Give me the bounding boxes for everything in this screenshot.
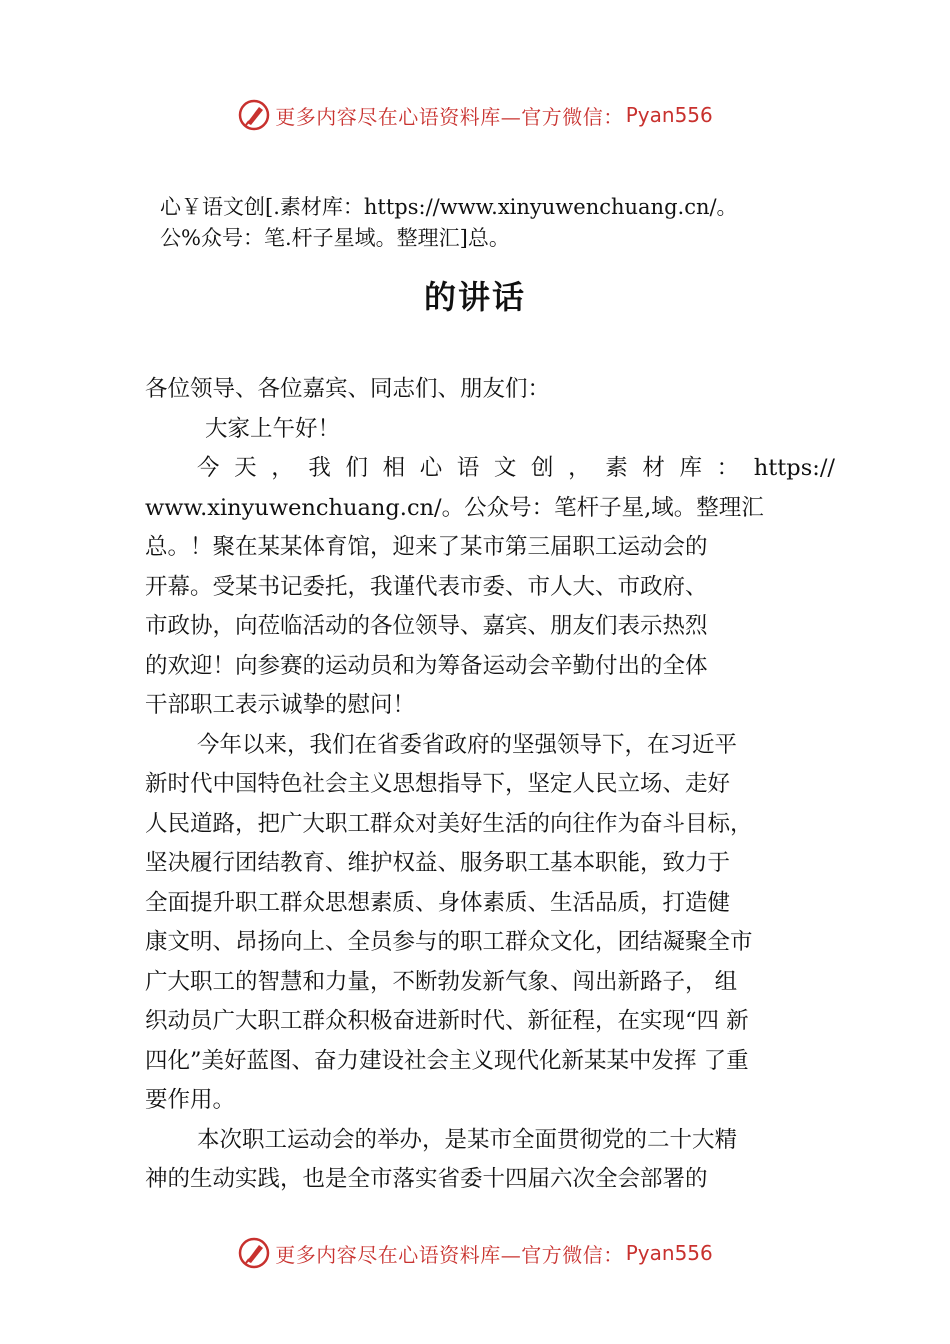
paragraph-line: 四化”美好蓝图、奋力建设社会主义现代化新某某中发挥 了重 (145, 1047, 749, 1074)
paragraph-line: 新时代中国特色社会主义思想指导下，坚定人民立场、走好 (145, 771, 731, 797)
document-body (145, 370, 835, 1200)
paragraph-line: 干部职工表示诚挚的慰问！ (145, 692, 416, 718)
paragraph-line: 坚决履行团结教育、维护权益、服务职工基本职能，致力于 (145, 850, 731, 876)
paragraph-line: 本次职工运动会的举办，是某市全面贯彻党的二十大精 (197, 1126, 738, 1153)
document-title: 的讲话 (423, 278, 526, 316)
bottom-watermark-banner (0, 1233, 950, 1273)
paragraph-line: 康文明、昂扬向上、全员参与的职工群众文化，团结凝聚全市 (145, 929, 753, 955)
salutation: 各位领导、各位嘉宾、同志们、朋友们： (145, 376, 551, 402)
pen-nib-circle-icon (237, 1236, 271, 1270)
paragraph-line: 全面提升职工群众思想素质、身体素质、生活品质，打造健 (145, 889, 731, 916)
greeting: 大家上午好！ (205, 415, 341, 442)
paragraph-line: 要作用。 (145, 1087, 236, 1113)
paragraph-1 (145, 449, 835, 726)
header-notice (160, 192, 860, 254)
paragraph-line: 今天，我们相心语文创，素材库：https:// (197, 455, 835, 481)
banner-text: 更多内容尽在心语资料库—官方微信： (275, 1242, 624, 1267)
pen-nib-circle-icon (237, 98, 271, 132)
paragraph-3 (145, 1121, 835, 1200)
paragraph-line: www.xinyuwenchuang.cn/。公众号：笔杆子星,域。整理汇 (145, 494, 764, 521)
header-notice-line: 公%众号：笔.杆子星域。整理汇]总。 (160, 226, 510, 250)
banner-wechat-id: Pyan556 (625, 1241, 713, 1265)
paragraph-2 (145, 726, 835, 1121)
paragraph-line: 今年以来，我们在省委省政府的坚强领导下，在习近平 (197, 731, 738, 758)
paragraph-line: 的欢迎！向参赛的运动员和为筹备运动会辛勤付出的全体 (145, 652, 708, 679)
paragraph-line: 市政协，向莅临活动的各位领导、嘉宾、朋友们表示热烈 (145, 613, 708, 639)
paragraph-line: 神的生动实践，也是全市落实省委十四届六次全会部署的 (145, 1166, 708, 1192)
paragraph-line: 织动员广大职工群众积极奋进新时代、新征程，在实现“四 新 (145, 1008, 749, 1034)
paragraph-line: 人民道路，把广大职工群众对美好生活的向往作为奋斗目标， (145, 810, 753, 837)
paragraph-line: 广大职工的智慧和力量，不断勃发新气象、闯出新路子， 组 (145, 968, 738, 995)
top-watermark-banner (0, 95, 950, 135)
banner-text: 更多内容尽在心语资料库—官方微信： (275, 104, 624, 129)
banner-wechat-id: Pyan556 (625, 103, 713, 127)
paragraph-line: 总。！聚在某某体育馆，迎来了某市第三届职工运动会的 (145, 534, 708, 560)
header-notice-line: 心￥语文创[.素材库：https://www.xinyuwenchuang.cn/。 (160, 195, 738, 219)
paragraph-line: 开幕。受某书记委托，我谨代表市委、市人大、市政府、 (145, 573, 708, 600)
